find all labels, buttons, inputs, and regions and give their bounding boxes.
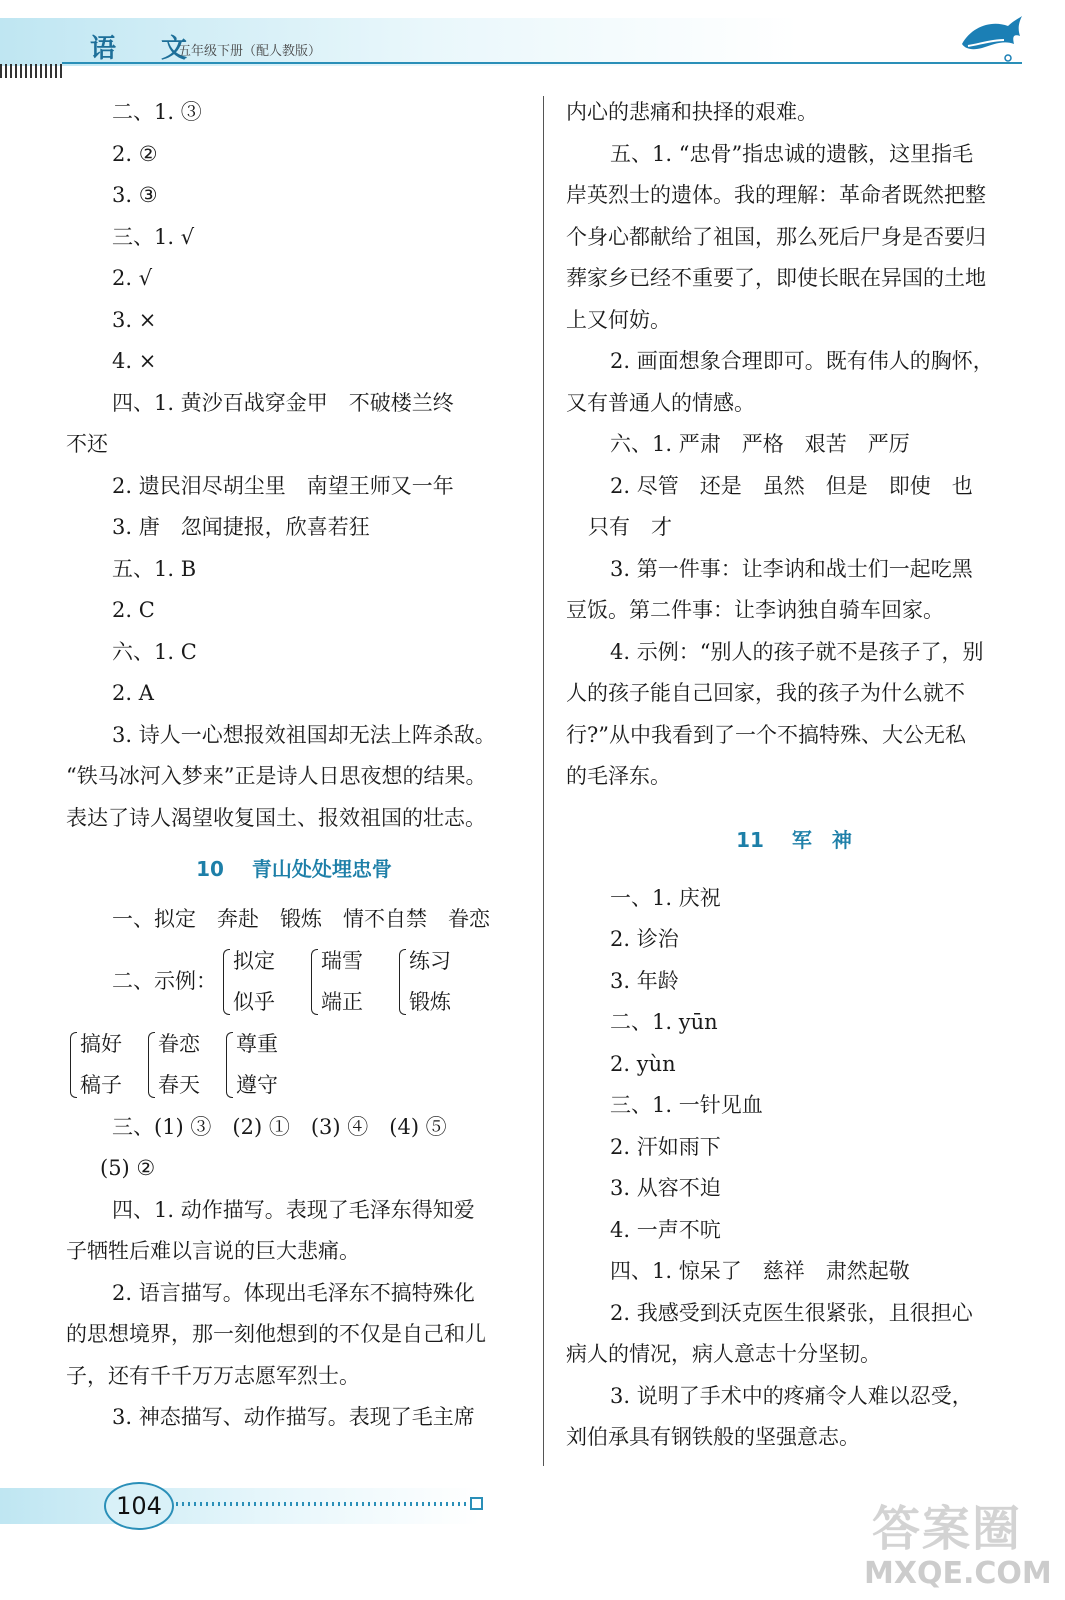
lesson-title-10 [66,839,522,899]
lesson-number: 11 [736,827,764,852]
answer-line: 4. 示例：“别人的孩子就不是孩子了，别 [610,639,984,664]
word: 稿子 [80,1073,122,1097]
answer-line: 四、1. 惊呆了 慈祥 肃然起敬 [610,1259,910,1283]
word: 练习 [409,949,451,973]
answer-line-continued: 葬家乡已经不重要了，即使长眠在异国的土地 [566,266,986,290]
header-rule [62,62,1022,64]
answer-line: 3. 唐 忽闻捷报，欣喜若狂 [112,515,370,539]
answer-line-continued: 又有普通人的情感。 [566,390,755,415]
answer-line: 二、1. ③ [112,100,202,124]
answer-line: 3. ③ [112,183,158,207]
lesson-name: 军 神 [791,827,852,852]
answer-line: 4. 一声不吭 [610,1217,721,1242]
answer-line-continued: 病人的情况，病人意志十分坚韧。 [566,1342,881,1366]
word: 瑞雪 [321,949,363,973]
answer-line: 3. 从容不迫 [610,1176,721,1200]
grade-label: 五年级下册（配人教版） [178,44,322,59]
brace-group-row [66,1024,522,1107]
answer-line: 四、1. 动作描写。表现了毛泽东得知爱 [112,1197,475,1222]
header-barcode-decoration [0,64,64,78]
lesson-number: 10 [196,857,224,881]
answer-line-continued: (5) ② [100,1156,156,1180]
answer-line-continued: 刘伯承具有钢铁般的坚强意志。 [566,1425,860,1449]
right-column [566,92,1022,1459]
answer-line: 3. 说明了手术中的疼痛令人难以忍受， [610,1383,973,1408]
word: 端正 [321,990,363,1014]
column-divider [543,96,544,1466]
footer-square-icon [470,1497,483,1510]
answer-line: 六、1. C [112,639,197,664]
word: 遵守 [236,1073,278,1097]
answer-line: 3. 第一件事：让李讷和战士们一起吃黑 [610,556,973,581]
lesson-name: 青山处处埋忠骨 [251,857,392,881]
answer-line: 2. 我感受到沃克医生很紧张，且很担心 [610,1300,973,1325]
answer-line: 2. 遗民泪尽胡尘里 南望王师又一年 [112,473,454,498]
answer-line: 2. 尽管 还是 虽然 但是 即使 也 [610,473,973,498]
answer-line: 3. 诗人一心想报效祖国却无法上阵杀敌。 [112,722,496,747]
answer-line-continued: 不还 [66,432,108,456]
answer-line: 2. √ [112,266,153,290]
answer-line-continued: 个身心都献给了祖国，那么死后尸身是否要归 [566,224,986,249]
answer-line-continued: 行?”从中我看到了一个不搞特殊、大公无私 [566,722,966,747]
watermark-top-text: 答案圈 [872,1501,1023,1557]
answer-line: 2. 诊治 [610,927,679,951]
answer-line: 2. yùn [610,1051,676,1076]
answer-line: 三、1. √ [112,224,195,249]
word-pair-brace [70,1024,122,1106]
answer-line: 3. × [112,307,157,332]
answer-line-continued: “铁马冰河入梦来”正是诗人日思夜想的结果。 [66,764,487,788]
answer-line: 三、1. 一针见血 [610,1093,763,1117]
answer-line: 4. × [112,349,157,373]
dolphin-logo-icon [958,14,1024,64]
footer-dotted-rule [176,1502,468,1506]
word: 尊重 [236,1032,278,1056]
word-pair-brace [399,941,451,1023]
answer-line: 一、1. 庆祝 [610,885,721,910]
word-pair-brace [148,1024,200,1106]
answer-line-continued: 豆饭。第二件事：让李讷独自骑车回家。 [566,598,944,622]
word-pair-brace [223,941,275,1023]
answer-line: 六、1. 严肃 严格 艰苦 严厉 [610,432,910,456]
answer-line: 2. 画面想象合理即可。既有伟人的胸怀， [610,349,994,373]
answer-line-continued: 人的孩子能自己回家，我的孩子为什么就不 [566,681,965,705]
answer-line: 四、1. 黄沙百战穿金甲 不破楼兰终 [112,390,454,415]
answer-line: 五、1. B [112,556,197,581]
answer-line: 2. ② [112,141,158,166]
word: 搞好 [80,1032,122,1056]
word: 拟定 [233,949,275,973]
answer-line-continued: 子牺牲后难以言说的巨大悲痛。 [66,1239,360,1263]
word-pair-brace [311,941,363,1023]
answer-line-continued: 表达了诗人渴望收复国土、报效祖国的壮志。 [66,805,486,830]
answer-line-continued: 内心的悲痛和抉择的艰难。 [566,100,818,124]
left-column [66,92,522,1439]
brace-group-row [66,941,522,1024]
watermark-logo [860,1490,1060,1600]
word: 眷恋 [158,1032,200,1056]
answer-line-continued: 岸英烈士的遗体。我的理解：革命者既然把整 [566,183,986,207]
word-pair-brace [226,1024,278,1106]
brace-prefix: 二、示例： [112,969,217,994]
answer-line: 2. A [112,681,154,705]
word: 春天 [158,1073,200,1097]
lesson-title-11 [566,798,1022,878]
word: 似乎 [233,990,275,1014]
answer-line: 三、(1) ③ (2) ① (3) ④ (4) ⑤ [112,1114,447,1139]
answer-line: 3. 年龄 [610,968,679,993]
answer-line: 二、1. yūn [610,1010,718,1034]
word: 锻炼 [409,990,451,1014]
page-header [0,0,1065,80]
page-number: 104 [104,1482,174,1530]
watermark-domain-text: MXQE.COM [864,1556,1052,1591]
answer-line: 2. 汗如雨下 [610,1134,721,1159]
answer-line-continued: 子，还有千千万万志愿军烈士。 [66,1363,360,1388]
answer-line-continued: 的毛泽东。 [566,764,671,788]
answer-line: 五、1. “忠骨”指忠诚的遗骸，这里指毛 [610,141,974,166]
answer-line: 2. C [112,598,155,622]
answer-line-continued: 的思想境界，那一刻他想到的不仅是自己和儿 [66,1322,486,1346]
answer-line: 3. 神态描写、动作描写。表现了毛主席 [112,1405,475,1429]
answer-line-continued: 上又何妨。 [566,307,671,332]
answer-line-continued: 只有 才 [588,515,672,539]
subject-title: 语 文 [90,34,206,64]
answer-line: 2. 语言描写。体现出毛泽东不搞特殊化 [112,1280,475,1305]
answer-line: 一、拟定 奔赴 锻炼 情不自禁 眷恋 [112,907,490,931]
footer-band [0,1488,480,1524]
